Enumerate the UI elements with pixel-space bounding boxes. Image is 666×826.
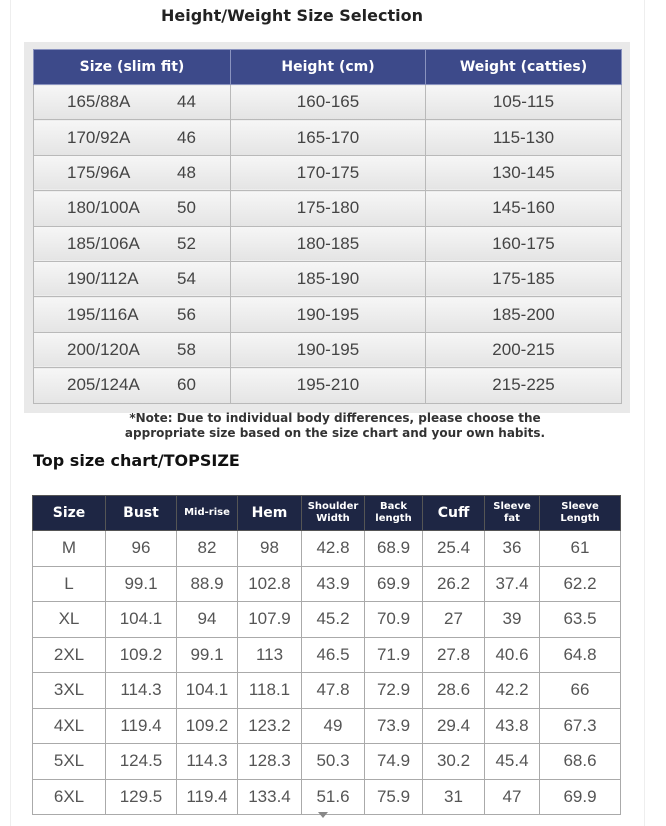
- top-header-cell: Back length: [365, 496, 423, 531]
- table-cell: 72.9: [365, 673, 423, 709]
- top-header-cell: Size: [33, 496, 106, 531]
- table-cell: 43.8: [485, 708, 540, 744]
- table-cell: 123.2: [238, 708, 302, 744]
- table-cell: 62.2: [540, 566, 621, 602]
- table-row: [34, 120, 622, 155]
- table-cell: 45.2: [302, 602, 365, 638]
- table-cell: 39: [485, 602, 540, 638]
- size-cell: [34, 155, 231, 190]
- size-code: 200/120A: [67, 339, 140, 359]
- table-cell: 69.9: [365, 566, 423, 602]
- table-row: [34, 261, 622, 296]
- table-cell: 71.9: [365, 637, 423, 673]
- size-code: 195/116A: [67, 304, 139, 324]
- table-cell: 99.1: [177, 637, 238, 673]
- table-row: [33, 744, 621, 780]
- size-number: 60: [177, 375, 196, 395]
- table-cell: 88.9: [177, 566, 238, 602]
- table-cell: 69.9: [540, 779, 621, 815]
- table-cell: 102.8: [238, 566, 302, 602]
- table-row: [34, 332, 622, 367]
- chevron-down-icon: [318, 812, 328, 818]
- size-code: 175/96A: [67, 162, 131, 182]
- table-cell: 82: [177, 531, 238, 567]
- table-cell: 47: [485, 779, 540, 815]
- table-cell: 46.5: [302, 637, 365, 673]
- table-cell: 49: [302, 708, 365, 744]
- weight-cell: 115-130: [426, 120, 622, 155]
- table-cell: 6XL: [33, 779, 106, 815]
- table-cell: 99.1: [106, 566, 177, 602]
- table-cell: 114.3: [177, 744, 238, 780]
- table-cell: 129.5: [106, 779, 177, 815]
- top-table-header-row: [33, 496, 621, 531]
- size-cell: [34, 368, 231, 403]
- table-cell: 40.6: [485, 637, 540, 673]
- size-number: 54: [177, 269, 196, 289]
- table-cell: 63.5: [540, 602, 621, 638]
- top-header-cell: Shoulder Width: [302, 496, 365, 531]
- table-cell: 94: [177, 602, 238, 638]
- top-header-cell: Mid-rise: [177, 496, 238, 531]
- table-row: [34, 297, 622, 332]
- table-cell: 5XL: [33, 744, 106, 780]
- table-cell: 3XL: [33, 673, 106, 709]
- table-cell: 119.4: [177, 779, 238, 815]
- table-cell: 98: [238, 531, 302, 567]
- size-code: 205/124A: [67, 375, 140, 395]
- weight-cell: 200-215: [426, 332, 622, 367]
- height-cell: 195-210: [231, 368, 426, 403]
- note-line-1: *Note: Due to individual body differences, please choose the: [129, 411, 541, 425]
- size-selection-title: Height/Weight Size Selection: [161, 6, 423, 25]
- top-header-cell: Sleeve fat: [485, 496, 540, 531]
- table-cell: 29.4: [423, 708, 485, 744]
- note-line-2: appropriate size based on the size chart and your own habits.: [124, 426, 546, 440]
- table-row: [33, 531, 621, 567]
- weight-cell: 185-200: [426, 297, 622, 332]
- height-cell: 175-180: [231, 191, 426, 226]
- table-cell: 43.9: [302, 566, 365, 602]
- table-row: [34, 368, 622, 403]
- size-code: 170/92A: [67, 127, 131, 147]
- table-cell: 104.1: [177, 673, 238, 709]
- table-cell: 42.2: [485, 673, 540, 709]
- size-note: [120, 411, 550, 441]
- size-cell: [34, 226, 231, 261]
- table-cell: 27.8: [423, 637, 485, 673]
- table-row: [33, 637, 621, 673]
- height-cell: 185-190: [231, 261, 426, 296]
- table-cell: 45.4: [485, 744, 540, 780]
- table-cell: 96: [106, 531, 177, 567]
- height-cell: 165-170: [231, 120, 426, 155]
- table-cell: 124.5: [106, 744, 177, 780]
- size-number: 50: [177, 198, 196, 218]
- table-cell: 109.2: [177, 708, 238, 744]
- table-row: [33, 708, 621, 744]
- table-cell: 67.3: [540, 708, 621, 744]
- size-code: 180/100A: [67, 198, 140, 218]
- weight-cell: 130-145: [426, 155, 622, 190]
- table-cell: 36: [485, 531, 540, 567]
- table-cell: 107.9: [238, 602, 302, 638]
- top-header-cell: Hem: [238, 496, 302, 531]
- table-cell: 74.9: [365, 744, 423, 780]
- size-code: 190/112A: [67, 269, 139, 289]
- table-cell: 50.3: [302, 744, 365, 780]
- table-cell: 113: [238, 637, 302, 673]
- table-cell: 75.9: [365, 779, 423, 815]
- table-cell: 119.4: [106, 708, 177, 744]
- weight-cell: 145-160: [426, 191, 622, 226]
- table-cell: 42.8: [302, 531, 365, 567]
- size-table-header-row: [34, 50, 622, 85]
- table-row: [34, 226, 622, 261]
- table-cell: 2XL: [33, 637, 106, 673]
- table-cell: 109.2: [106, 637, 177, 673]
- table-cell: 26.2: [423, 566, 485, 602]
- table-cell: 118.1: [238, 673, 302, 709]
- top-header-cell: Sleeve Length: [540, 496, 621, 531]
- size-cell: [34, 191, 231, 226]
- table-cell: 114.3: [106, 673, 177, 709]
- size-number: 56: [177, 304, 196, 324]
- table-cell: 133.4: [238, 779, 302, 815]
- table-cell: 30.2: [423, 744, 485, 780]
- table-cell: 37.4: [485, 566, 540, 602]
- top-header-cell: Cuff: [423, 496, 485, 531]
- top-size-table: [32, 495, 621, 815]
- header-height: Height (cm): [231, 50, 426, 85]
- header-size: Size (slim fit): [34, 50, 231, 85]
- table-cell: M: [33, 531, 106, 567]
- table-cell: 25.4: [423, 531, 485, 567]
- height-cell: 190-195: [231, 297, 426, 332]
- table-cell: 68.9: [365, 531, 423, 567]
- weight-cell: 175-185: [426, 261, 622, 296]
- size-cell: [34, 297, 231, 332]
- size-code: 165/88A: [67, 92, 131, 112]
- height-cell: 180-185: [231, 226, 426, 261]
- table-cell: 73.9: [365, 708, 423, 744]
- size-selection-table: [33, 49, 622, 404]
- top-size-title: Top size chart/TOPSIZE: [33, 451, 240, 470]
- top-header-cell: Bust: [106, 496, 177, 531]
- table-cell: 128.3: [238, 744, 302, 780]
- table-row: [34, 155, 622, 190]
- table-cell: XL: [33, 602, 106, 638]
- size-cell: [34, 332, 231, 367]
- table-cell: 104.1: [106, 602, 177, 638]
- table-cell: 47.8: [302, 673, 365, 709]
- table-cell: 31: [423, 779, 485, 815]
- weight-cell: 215-225: [426, 368, 622, 403]
- table-row: [33, 602, 621, 638]
- table-cell: L: [33, 566, 106, 602]
- table-row: [33, 673, 621, 709]
- table-cell: 28.6: [423, 673, 485, 709]
- size-cell: [34, 85, 231, 120]
- table-cell: 68.6: [540, 744, 621, 780]
- table-row: [33, 779, 621, 815]
- height-cell: 160-165: [231, 85, 426, 120]
- table-cell: 66: [540, 673, 621, 709]
- size-number: 44: [177, 92, 196, 112]
- size-number: 46: [177, 127, 196, 147]
- size-cell: [34, 120, 231, 155]
- table-row: [33, 566, 621, 602]
- table-cell: 4XL: [33, 708, 106, 744]
- table-cell: 27: [423, 602, 485, 638]
- weight-cell: 105-115: [426, 85, 622, 120]
- size-number: 52: [177, 233, 196, 253]
- table-cell: 64.8: [540, 637, 621, 673]
- table-cell: 70.9: [365, 602, 423, 638]
- table-row: [34, 191, 622, 226]
- table-cell: 51.6: [302, 779, 365, 815]
- weight-cell: 160-175: [426, 226, 622, 261]
- table-cell: 61: [540, 531, 621, 567]
- size-cell: [34, 261, 231, 296]
- table-row: [34, 85, 622, 120]
- height-cell: 190-195: [231, 332, 426, 367]
- size-number: 58: [177, 339, 196, 359]
- height-cell: 170-175: [231, 155, 426, 190]
- header-weight: Weight (catties): [426, 50, 622, 85]
- size-number: 48: [177, 162, 196, 182]
- size-code: 185/106A: [67, 233, 140, 253]
